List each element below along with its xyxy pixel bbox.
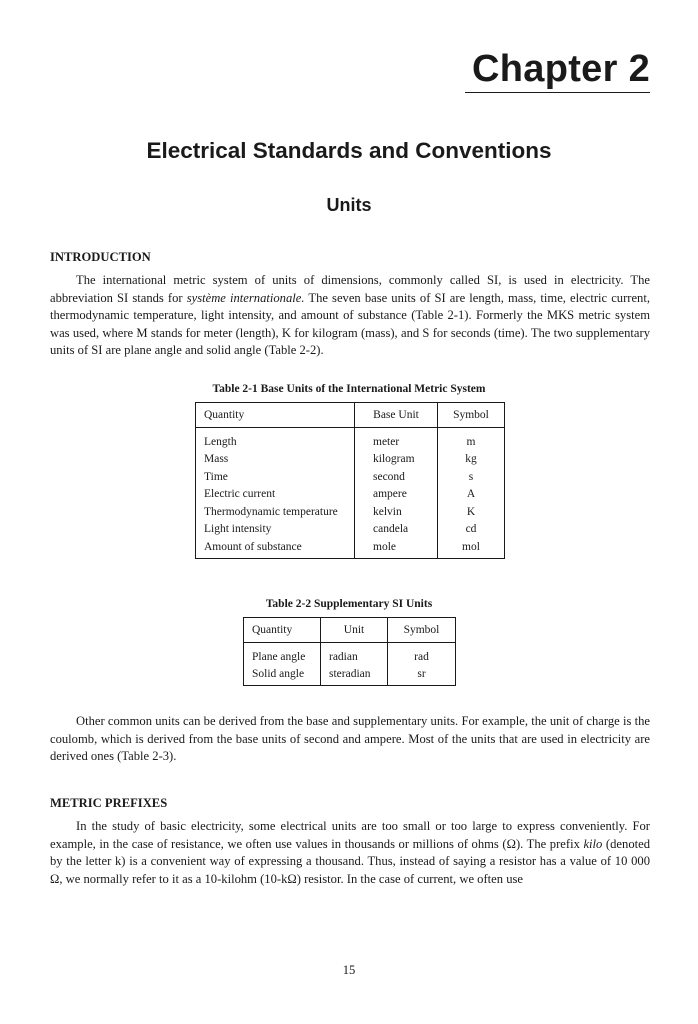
chapter-title: Electrical Standards and Conventions (146, 138, 552, 163)
prefix-text-a: In the study of basic electricity, some electrical units are too small or too large to express conveniently. For example, in the case of resistance, we often use values in thousands or millions of ohms (Ω). The prefix (50, 819, 650, 851)
table-row (196, 521, 505, 539)
chapter-label: Chapter 2 (472, 48, 650, 90)
table-cell: rad (388, 643, 456, 666)
table-row (196, 468, 505, 486)
table1-header-cell: Base Unit (355, 403, 438, 428)
table-cell: radian (321, 643, 388, 666)
table-cell: meter (355, 428, 438, 451)
intro-text-b: The seven base units of SI are length, mass, time, electric current, thermodynamic temperature, light intensity, and amount of substance (Table 2-1). Formerly the MKS metric system was used, where M stands for meter (length), K for kilogram (mass), and S for seconds (time). The two supplementary units of SI are plane angle and solid angle (Table 2-2). (50, 290, 651, 357)
table-cell: Amount of substance (204, 540, 302, 553)
table-cell: m (438, 428, 505, 451)
table-cell: cd (438, 521, 505, 539)
table2-header-cell: Quantity (244, 618, 321, 643)
intro-text-a: The international metric system of units of dimensions, commonly called SI, is used in electricity. The abbreviation SI stands for (50, 273, 650, 305)
prefix-text-italic: kilo (583, 836, 603, 851)
table1-header-row (196, 403, 505, 428)
table-row (196, 486, 505, 504)
table-cell: Solid angle (252, 668, 305, 681)
metric-prefixes-heading: METRIC PREFIXES (50, 796, 168, 810)
table2-caption: Table 2-2 Supplementary SI Units (265, 598, 433, 610)
table-cell: ampere (355, 486, 438, 504)
prefix-text-b: (denoted by the letter k) is a convenient way of expressing a thousand. Thus, instead of saying a resistor has a value of 10 000 Ω, we normally refer to it as a 10-kilohm (10-kΩ) resistor. In the case of current, we often use (50, 836, 650, 886)
table-cell: steradian (321, 666, 388, 686)
table1-header-cell: Symbol (438, 403, 505, 428)
table-cell: Mass (204, 453, 229, 466)
table-cell: Plane angle (252, 650, 306, 663)
table-row (196, 451, 505, 469)
table-cell: Light intensity (204, 523, 272, 536)
table-cell: candela (355, 521, 438, 539)
table2-header-row (244, 618, 456, 643)
table-cell: kilogram (355, 451, 438, 469)
table-cell: second (355, 468, 438, 486)
table-cell: Thermodynamic temperature (204, 505, 338, 518)
table2-header-cell: Symbol (388, 618, 456, 643)
table-cell: sr (388, 666, 456, 686)
intro-text-italic: système internationale. (186, 290, 305, 305)
table-cell: mole (355, 538, 438, 558)
table1-header-cell: Quantity (196, 403, 355, 428)
table-cell: kg (438, 451, 505, 469)
table-row (244, 643, 456, 666)
introduction-paragraph (50, 272, 650, 360)
derived-units-paragraph: Other common units can be derived from the base and supplementary units. For example, the unit of charge is the coulomb, which is derived from the base units of second and ampere. Most of the units that are used in electricity are derived ones (Table 2-3). (50, 714, 650, 763)
table-row (244, 666, 456, 686)
page-number: 15 (342, 963, 356, 977)
introduction-heading: INTRODUCTION (50, 250, 151, 264)
table1-caption: Table 2-1 Base Units of the International Metric System (212, 383, 486, 395)
table-cell: K (438, 503, 505, 521)
table-cell: s (438, 468, 505, 486)
table-cell: Time (204, 470, 228, 483)
table-cell: Electric current (204, 488, 276, 501)
table-row (196, 538, 505, 558)
table-cell: Length (204, 435, 237, 448)
supplementary-units-table (243, 617, 456, 686)
metric-prefixes-paragraph (50, 818, 650, 888)
table-row (196, 428, 505, 451)
table-cell: A (438, 486, 505, 504)
table-cell: kelvin (355, 503, 438, 521)
table-row (196, 503, 505, 521)
section-subtitle: Units (326, 195, 372, 215)
chapter-rule (465, 92, 650, 93)
table-cell: mol (438, 538, 505, 558)
base-units-table (195, 402, 505, 559)
table2-header-cell: Unit (321, 618, 388, 643)
